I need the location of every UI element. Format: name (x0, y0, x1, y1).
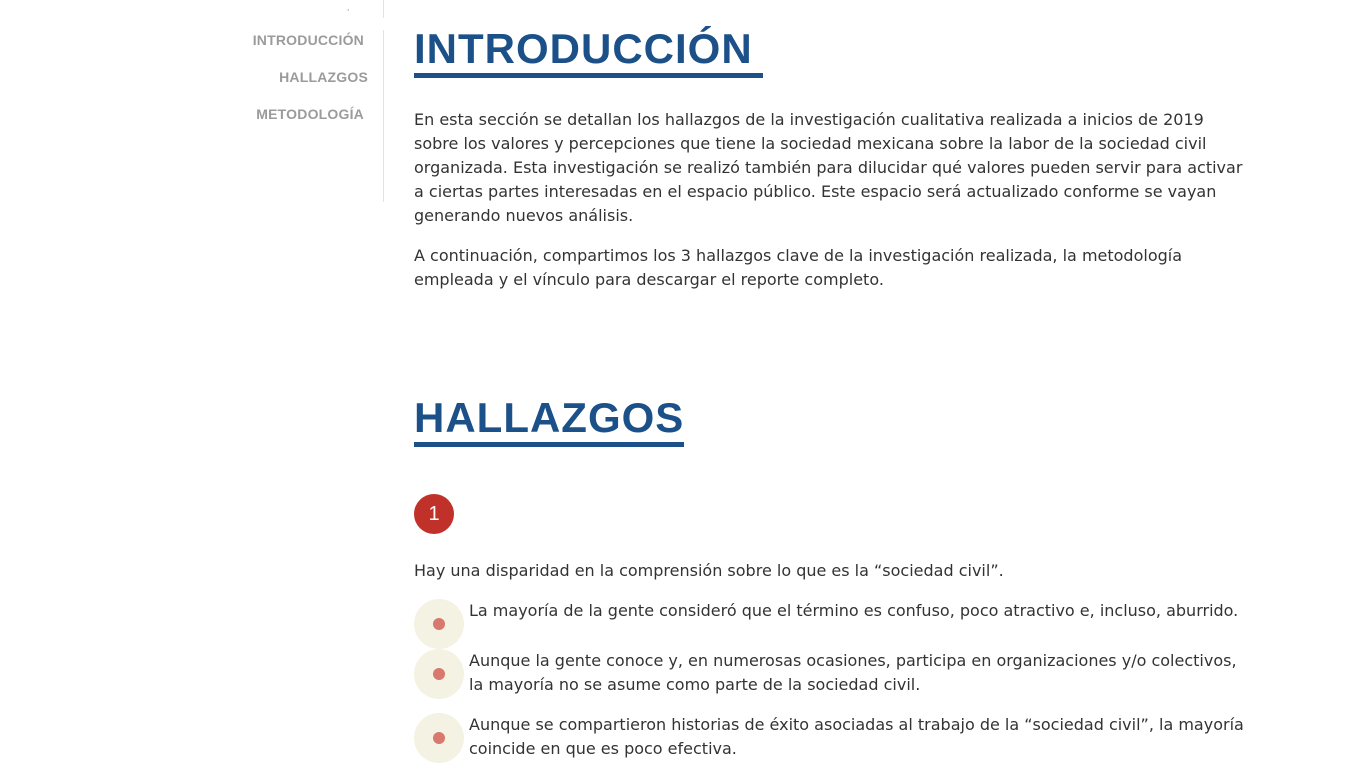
finding-statement: Hay una disparidad en la comprensión sobre lo que es la “sociedad civil”. (414, 561, 1004, 580)
intro-paragraph-1: En esta sección se detallan los hallazgos de la investigación cualitativa realizada a inicios de 2019 sobre los valores y percepciones que tiene la sociedad mexicana sobre la labor de la sociedad civil organizada. Esta investigación se realizó también para dilucidar qué valores pueden servir para activar a ciertas partes interesadas en el espacio público. Este espacio será actualizado conforme se vayan generando nuevos análisis. (414, 110, 1243, 225)
intro-paragraph-2: A continuación, compartimos los 3 hallazgos clave de la investigación realizada, la metodología empleada y el vínculo para descargar el reporte completo. (414, 246, 1183, 289)
bullet-circle-icon (414, 649, 464, 699)
nav-item-metodologia[interactable]: METODOLOGÍA (256, 106, 364, 122)
sidebar-divider (383, 0, 384, 202)
bullet-dot-icon (433, 668, 445, 680)
bullet-dot-icon (433, 618, 445, 630)
bullet-circle-icon (414, 599, 464, 649)
bullet-text: La mayoría de la gente consideró que el término es confuso, poco atractivo e, incluso, aburrido. (469, 601, 1239, 620)
section-title-hallazgos: HALLAZGOS (414, 394, 684, 447)
section-title-introduccion: INTRODUCCIÓN (414, 25, 763, 78)
bullet-circle-icon (414, 713, 464, 763)
finding-number-badge: 1 (414, 494, 454, 534)
sidebar-divider-gap (383, 18, 384, 30)
nav-item-introduccion[interactable]: INTRODUCCIÓN (252, 32, 364, 48)
bullet-text: Aunque se compartieron historias de éxito asociadas al trabajo de la “sociedad civil”, la mayoría coincide en que es poco efectiva. (469, 715, 1244, 758)
nav-item-hallazgos[interactable]: HALLAZGOS (279, 69, 368, 85)
section-nav (0, 0, 384, 202)
bullet-dot-icon (433, 732, 445, 744)
nav-marker-icon: , (347, 3, 350, 12)
bullet-text: Aunque la gente conoce y, en numerosas ocasiones, participa en organizaciones y/o colectivos, la mayoría no se asume como parte de la sociedad civil. (469, 651, 1237, 694)
